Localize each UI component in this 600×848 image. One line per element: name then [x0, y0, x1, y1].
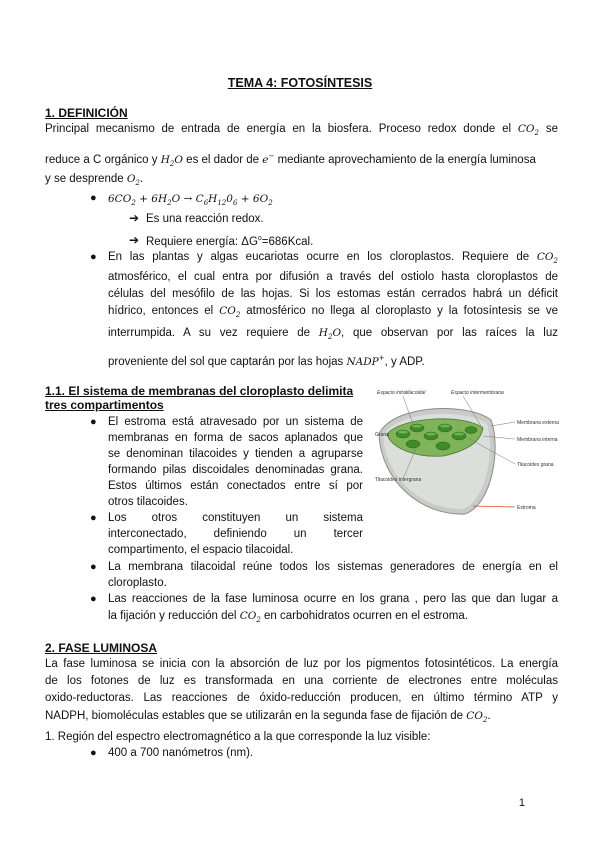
bullet-icon: ● [90, 747, 97, 759]
s11-b3-line: cloroplasto. [108, 577, 167, 589]
label-membrana-externa: Membrana externa [517, 420, 559, 426]
s11-b2-line: interconectado, definiendo un tercer [108, 528, 363, 540]
s2-para-line: de los fotones de luz es transformada en una corriente de electrones entre moléculas [45, 675, 558, 687]
s1-line-1: Principal mecanismo de entrada de energía en la biosfera. Proceso redox donde el $CO_2$ se [45, 123, 558, 137]
s2-para-line: La fase luminosa se inicia con la absorción de luz por los pigmentos fotosintéticos. La energía [45, 658, 558, 670]
b2-line-1: En las plantas y algas eucariotas ocurre en los cloroplastos. Requiere de $CO_2$ [108, 251, 558, 265]
label-grana: Grana [375, 432, 389, 438]
co2-formula: $CO_2$ [517, 123, 540, 137]
arrow-right-icon: ➔ [129, 233, 140, 247]
s2-answer-1: 400 a 700 nanómetros (nm). [108, 747, 254, 759]
s11-b4-line-1: Las reacciones de la fase luminosa ocurre en los grana , pero las que dan lugar a [108, 593, 558, 605]
bullet-icon: ● [90, 251, 97, 263]
s11-b2-line: Los otros constituyen un sistema [108, 512, 363, 524]
s11-b1-line: se denominan tilacoides y tienden a agruparse [108, 448, 363, 460]
label-tilacoides-intergrana: Tilacoides intergrana [375, 477, 422, 483]
label-estroma: Estroma [517, 505, 536, 511]
s11-b1-line: El estroma está atravesado por un sistema de [108, 416, 363, 428]
bullet-icon: ● [90, 192, 97, 204]
page-number: 1 [518, 797, 525, 809]
photosynthesis-equation: $6CO_2 + 6H_2O \to C_6H_{12}0_6 + 6O_2$ [108, 193, 273, 207]
section-1-1-heading-line-1: 1.1. El sistema de membranas del cloroplasto delimita [45, 384, 354, 398]
s1-line-2: reduce a C orgánico y $H_2O$ es el dador de e− mediante aprovechamiento de la energía luminosa [45, 152, 536, 168]
bullet-icon: ● [90, 593, 97, 605]
s11-b1-line: membranas en forma de sacos aplanados que [108, 432, 363, 444]
bullet-icon: ● [90, 416, 97, 428]
chloroplast-diagram [373, 386, 560, 522]
sub-item-redox: Es una reacción redox. [146, 213, 264, 225]
b2-line-5: interrumpida. A su vez requiere de $H_2O$, que observan por las raíces la luz [108, 327, 558, 341]
label-tilacoides-grana: Tilacoides grana [517, 462, 554, 468]
arrow-right-icon: ➔ [129, 211, 140, 225]
label-espacio-intratilacoidal: Espacio intratilacoidal [377, 390, 426, 396]
s11-b1-line: formando pilas discoidales denominadas grana. [108, 464, 363, 476]
s11-b3-line: La membrana tilacoidal reúne todos los sistemas generadores de energía en el [108, 561, 558, 573]
s11-b2-line: compartimento, el espacio tilacoidal. [108, 544, 294, 556]
page-title: TEMA 4: FOTOSÍNTESIS [227, 76, 373, 90]
b2-line-4: hídrico, entonces el $CO_2$ atmosférico no llega al cloroplasto y la fotosíntesis se ve [108, 305, 558, 319]
bullet-icon: ● [90, 512, 97, 524]
s1-line-3: y se desprende $O_2$. [45, 173, 144, 187]
section-1-heading: 1. DEFINICIÓN [45, 106, 128, 120]
bullet-icon: ● [90, 561, 97, 573]
s2-para-line: NADPH, biomoléculas estables que se utilizarán en la segunda fase de fijación de $CO_2$. [45, 710, 491, 724]
s2-question-1: 1. Región del espectro electromagnético a la que corresponde la luz visible: [45, 731, 431, 743]
section-2-heading: 2. FASE LUMINOSA [45, 641, 158, 655]
s11-b1-line: otros tilacoides. [108, 496, 188, 508]
label-espacio-intermembrana: Espacio intermembrana [451, 390, 504, 396]
s11-b4-line-2: la fijación y reducción del $CO_2$ en carbohidratos ocurren en el estroma. [108, 610, 468, 624]
sub-item-energy: Requiere energía: $\Delta G^o=686Kcal$. [146, 235, 314, 248]
label-membrana-interna: Membrana interna [517, 437, 558, 443]
section-1-1-heading-line-2: tres compartimentos [45, 398, 164, 412]
b2-line-2: atmosférico, el cual entra por difusión a través del ostiolo hasta cloroplastos de [108, 271, 558, 283]
b2-line-3: células del mesófilo de las hojas. Si los estomas están cerrados habrá un déficit [108, 288, 558, 300]
s11-b1-line: Estos últimos están conectados entre sí por [108, 480, 363, 492]
b2-line-6: proveniente del sol que captarán por las hojas NADP+, y ADP. [108, 354, 425, 368]
s2-para-line: oxido-reductoras. Las reacciones de óxido-reducción producen, en último término ATP y [45, 692, 558, 704]
